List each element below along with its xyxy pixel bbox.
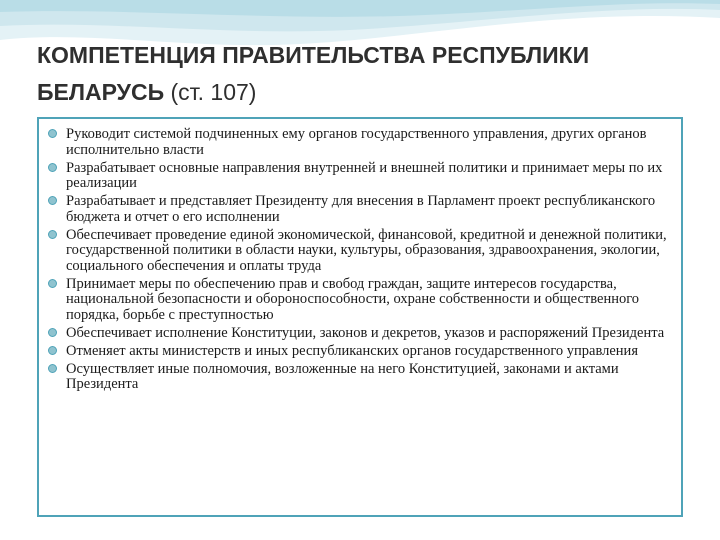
bullet-icon bbox=[48, 129, 57, 138]
list-item-text: Разрабатывает и представляет Президенту для внесения в Парламент проект республиканского бюджета и отчет о его исполнении bbox=[66, 193, 656, 225]
bullet-icon bbox=[48, 346, 57, 355]
list-item bbox=[66, 161, 673, 192]
list-item bbox=[66, 362, 673, 393]
list-item bbox=[66, 228, 673, 275]
list-item-text: Обеспечивает проведение единой экономической, финансовой, кредитной и денежной политики, государственной политики в области науки, культуры, образования, здравоохранения, экологии, социального обеспечения и оплаты труда bbox=[66, 226, 667, 274]
bullet-icon bbox=[48, 230, 57, 239]
list-item-text: Разрабатывает основные направления внутренней и внешней политики и принимает меры по их реализации bbox=[66, 159, 663, 191]
list-item-text: Принимает меры по обеспечению прав и свобод граждан, защите интересов государства, национальной безопасности и обороноспособности, охране собственности и общественного порядка, борьбе с преступностью bbox=[66, 275, 640, 323]
list-item bbox=[66, 194, 673, 225]
bullet-icon bbox=[48, 279, 57, 288]
bullet-icon bbox=[48, 163, 57, 172]
list-item-text: Отменяет акты министерств и иных республиканских органов государственного управления bbox=[66, 342, 638, 359]
bullet-icon bbox=[48, 328, 57, 337]
list-item-text: Осуществляет иные полномочия, возложенные на него Конституцией, законами и актами Президента bbox=[66, 360, 619, 392]
list-item bbox=[66, 344, 673, 360]
list-item bbox=[66, 127, 673, 158]
list-item bbox=[66, 326, 673, 342]
bullet-icon bbox=[48, 364, 57, 373]
slide-title bbox=[37, 37, 677, 111]
content-box bbox=[37, 117, 683, 517]
slide-title-main: КОМПЕТЕНЦИЯ ПРАВИТЕЛЬСТВА РЕСПУБЛИКИ БЕЛАРУСЬ bbox=[37, 42, 590, 105]
list-item bbox=[66, 277, 673, 324]
list-item-text: Руководит системой подчиненных ему органов государственного управления, других органов исполнительно власти bbox=[66, 126, 647, 158]
slide-title-article: (ст. 107) bbox=[164, 79, 257, 105]
bullet-icon bbox=[48, 196, 57, 205]
competence-list bbox=[39, 119, 681, 393]
list-item-text: Обеспечивает исполнение Конституции, законов и декретов, указов и распоряжений Президента bbox=[66, 324, 665, 341]
